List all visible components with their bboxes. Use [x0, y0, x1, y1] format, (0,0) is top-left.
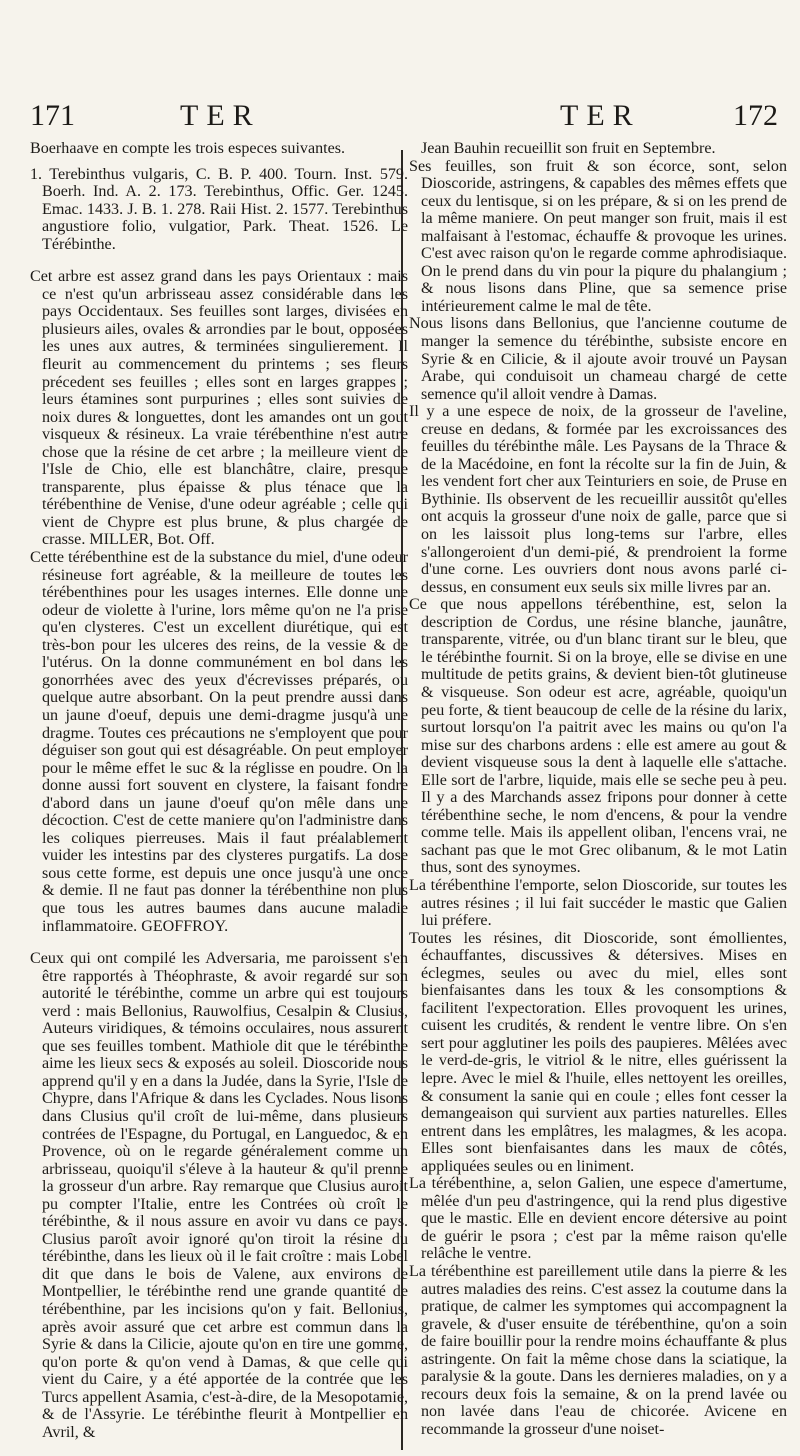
paragraph-cordus: Ce que nous appellons térébenthine, est, selon la description de Cordus, une résine blanche, jaunâtre, transparente, vitrée, ou d'un blanc tirant sur le bleu, que le térébinthe fournit. Si on la broye, elle se divise en une multitude de petits grains, & devient bien-tôt glutineuse & visqueuse. Son odeur est acre, agréable, quoiqu'un peu forte, & tient beaucoup de celle de la résine du larix, surtout lorsqu'on l'a paitrit avec les mains ou qu'on l'a mise sur des charbons ardens : elle est amere au gout & devient visqueuse sous la dent à laquelle elle s'attache. Elle sort de l'arbre, liquide, mais elle se seche peu à peu. Il y a des Marchands assez fripons pour donner à cette térébenthine seche, le nom d'encens, & pour la vendre comme telle. Mais ils appellent oliban, l'encens vrai, ne sachant pas que le mot Grec olibanum, & le mot Latin thus, sont des synoymes.	[409, 596, 787, 877]
paragraph-medical-use: Cette térébenthine est de la substance du miel, d'une odeur résineuse fort agréable, & la meilleure de toutes les térébenthines pour les usages internes. Elle donne une odeur de violette à l'urine, lors même qu'on ne l'a prise qu'en clysteres. C'est un excellent diurétique, qui est très-bon pour les ulceres des reins, de la vessie & de l'utérus. On la donne communément en bol dans les gonorrhées avec des yeux d'écrevisses préparés, ou quelque autre absorbant. On la peut prendre aussi dans un jaune d'oeuf, depuis une demi-dragme jusqu'à une dragme. Toutes ces précautions ne s'employent que pour déguiser son gout qui est désagréable. On peut employer pour le même effet le suc & la réglisse en poudre. On la donne aussi fort souvent en clystere, la faisant fondre d'abord dans un jaune d'oeuf qu'on mêle dans une décoction. C'est de cette maniere qu'on l'administre dans les coliques pierreuses. Mais il faut préalablement vuider les intestins par des clysteres purgatifs. La dose sous cette forme, est depuis une once jusqu'à une once & demie. Il ne faut pas donner la térébenthine non plus que tous les autres baumes dans aucune maladie inflammatoire. GEOFFROY.	[30, 549, 408, 935]
paragraph-description: Cet arbre est assez grand dans les pays Orientaux : mais ce n'est qu'un arbrisseau assez considérable dans les pays Occidentaux. Ses feuilles sont larges, divisées en plusieurs ailes, ovales & arrondies par le bout, opposées les unes aux autres, & terminées singulierement. Il fleurit au commencement du printems ; ses fleurs précedent ses feuilles ; elles sont en larges grappes ; leurs étamines sont purpurines ; elles sont suivies de noix dures & longuettes, dont les amandes ont un gout visqueux & résineux. La vraie térébenthine n'est autre chose que la résine de cet arbre ; la meilleure vient de l'Isle de Chio, elle est blanchâtre, claire, presque transparente, plus épaisse & plus ténace que la térébenthine de Venise, d'une odeur agréable ; celle qui vient de Chypre est plus brune, & plus chargée de crasse. MILLER, Bot. Off.	[30, 268, 408, 549]
paragraph-galls: Il y a une espece de noix, de la grosseur de l'aveline, creuse en dedans, & formée par les excroissances des feuilles du térébinthe mâle. Les Paysans de la Thrace & de la Macédoine, en font la récolte sur la fin de Juin, & les vendent fort cher aux Teinturiers en soie, de Pruse en Bythinie. Ils observent de les recueillir aussitôt qu'elles ont acquis la grosseur d'une noix de galle, parce que si on les laissoit plus long-tems sur l'arbre, elles s'allongeroient d'un demi-pié, & prendroient la forme d'une corne. Les ouvriers dont nous avons parlé ci-dessus, en consument eux seuls six mille livres par an.	[409, 403, 787, 596]
left-column	[30, 140, 408, 1441]
running-header	[30, 96, 778, 136]
paragraph-continuation: Jean Bauhin recueillit son fruit en Septembre.	[421, 140, 716, 157]
paragraph-leaves-fruit: Ses feuilles, son fruit & son écorce, sont, selon Dioscoride, astringens, & capables des mêmes effets que ceux du lentisque, si on les prépare, & si on les prend de la même maniere. On peut manger son fruit, mais il est malfaisant à l'estomac, échauffe & provoque les urines. C'est avec raison qu'on le regarde comme aphrodisiaque. On le prend dans du vin pour la piqure du phalangium ; & nous lisons dans Pline, que sa semence prise intérieurement calme le mal de tête.	[409, 157, 787, 315]
intro-line: Boerhaave en compte les trois especes suivantes.	[30, 140, 346, 157]
page-number-right: 172	[733, 99, 778, 132]
right-column	[409, 140, 787, 1438]
running-title-left: TER	[180, 99, 261, 132]
paragraph-resines: Toutes les résines, dit Dioscoride, sont émollientes, échauffantes, discussives & détersives. Mises en éclegmes, seules ou avec du miel, elles sont bienfaisantes dans les toux & les consomptions & facilitent l'expectoration. Elles provoquent les urines, cuisent les crudités, & rendent le ventre libre. On s'en sert pour agglutiner les poils des paupieres. Mêlées avec le verd-de-gris, le vitriol & le nitre, elles guérissent la lepre. Avec le miel & l'huile, elles nettoyent les oreilles, & consument la sanie qui en coule ; elles font cesser la demangeaison qui survient aux parties naturelles. Elles entrent dans les emplâtres, les malagmes, & les acopa. Elles sont bienfaisantes dans les maux de côtés, appliquées seules ou en liniment.	[409, 929, 787, 1175]
species-entry: 1. Terebinthus vulgaris, C. B. P. 400. Tourn. Inst. 579. Boerh. Ind. A. 2. 173. Terebinthus, Offic. Ger. 1245. Emac. 1433. J. B. 1. 278. Raii Hist. 2. 1577. Terebinthus angustiore folio, vulgatior, Park. Theat. 1526. Le Térébinthe.	[30, 165, 408, 253]
page-number-left: 171	[30, 99, 75, 132]
paragraph-seeds: Nous lisons dans Bellonius, que l'ancienne coutume de manger la semence du térébinthe, subsiste encore en Syrie & en Cilicie, & il ajoute avoir trouvé un Paysan Arabe, qui conduisoit un chameau chargé de cette semence qu'il alloit vendre à Damas.	[409, 315, 787, 403]
paragraph-dioscoride: La térébenthine l'emporte, selon Dioscoride, sur toutes les autres résines ; il lui fait succéder le mastic que Galien lui préfere.	[409, 876, 787, 930]
running-title-right: TER	[560, 99, 641, 132]
paragraph-history: Ceux qui ont compilé les Adversaria, me paroissent s'en être rapportés à Théophraste, & avoir regardé sur son autorité le térébinthe, comme un arbre qui est toujours verd : mais Bellonius, Rauwolfius, Cesalpin & Clusius, Auteurs viridiques, & témoins occulaires, nous assurent que ses feuilles tombent. Mathiole dit que le térébinthe aime les lieux secs & exposés au soleil. Dioscoride nous apprend qu'il y en a dans la Judée, dans la Syrie, l'Isle de Chypre, dans l'Afrique & dans les Cyclades. Nous lisons dans Clusius qu'il croît de lui-même, dans plusieurs contrées de l'Espagne, du Portugal, en Languedoc, & en Provence, où on le regarde généralement comme un arbrisseau, quoiqu'il s'éleve à la hauteur & qu'il prenne la grosseur d'un arbre. Ray remarque que Clusius auroit pu compter l'Italie, entre les Contrées où croît le térébinthe, & il nous assure en avoir vu dans ce pays. Clusius paroît avoir ignoré qu'on tiroit la résine du térébinthe, dans les lieux où il le fait croître : mais Lobel dit que dans le bois de Valene, aux environs de Montpellier, le térébinthe rend une grande quantité de térébenthine, par les incisions qu'on y fait. Bellonius, après avoir assuré que cet arbre est commun dans la Syrie & dans la Cilicie, ajoute qu'on en tire une gomme, qu'on porte & qu'on vend à Damas, & que celle qui vient du Caire, y a été apportée de la contrée que les Turcs appellent Asamia, c'est-à-dire, de la Mesopotamie, & de l'Assyrie. Le térébinthe fleurit à Montpellier en Avril, &	[30, 950, 408, 1441]
paragraph-kidneys: La térébenthine est pareillement utile dans la pierre & les autres maladies des reins. C'est assez la coutume dans la pratique, de calmer les symptomes qui accompagnent la gravele, & d'user ensuite de térébenthine, qu'on a soin de faire bouillir pour la rendre moins échauffante & plus astringente. On fait la même chose dans la sciatique, la paralysie & la goute. Dans les dernieres maladies, on y a recours deux fois la semaine, & on la prend lavée ou non lavée dans l'eau de chicorée. Avicene en recommande la grosseur d'une noiset-	[409, 1263, 787, 1438]
paragraph-galien: La térébenthine, a, selon Galien, une espece d'amertume, mêlée d'un peu d'astringence, qui la rend plus digestive que le mastic. Elle en devient encore détersive au point de guérir le psora ; c'est par la même raison qu'elle relâche le ventre.	[409, 1175, 787, 1263]
